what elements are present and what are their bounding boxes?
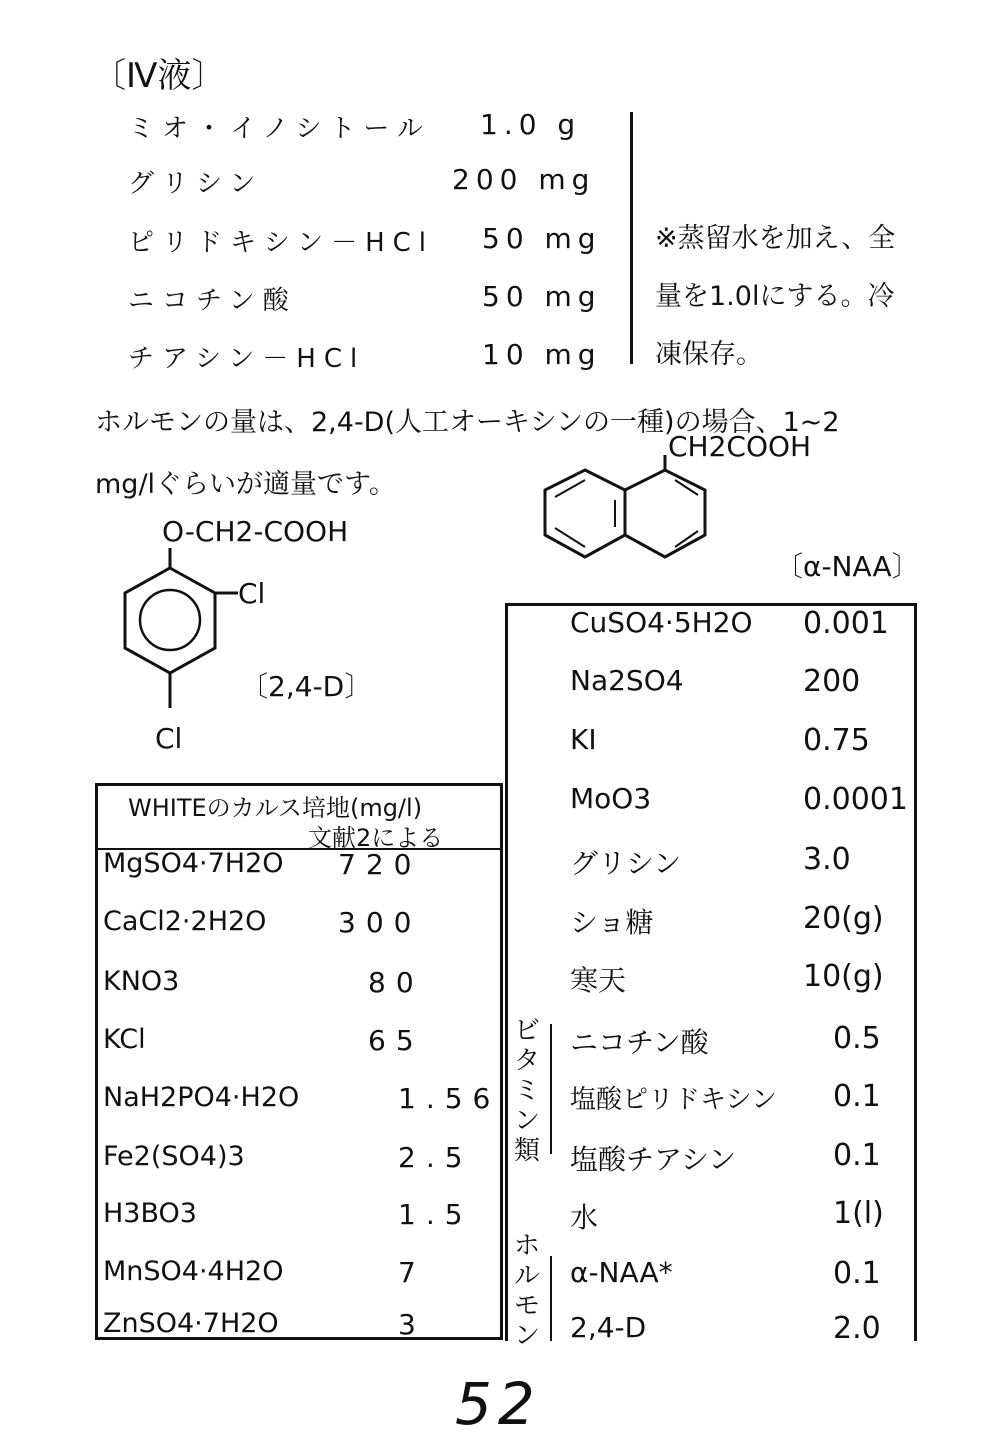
table-row-name: CaCl2·2H2O [103, 906, 267, 937]
ingredient-amount: 50 mg [482, 280, 602, 313]
ingredient-name: ピリドキシン－HCl [128, 228, 435, 258]
table-row-name: H3BO3 [103, 1198, 197, 1229]
table-row-name: 塩酸チアシン [570, 1143, 737, 1176]
table-row-value: 1.56 [398, 1082, 501, 1115]
table-row-value: 200 [803, 664, 861, 699]
table-row-value: 0.75 [803, 723, 870, 758]
table-row-name: 2,4-D [570, 1311, 647, 1344]
table-row-value: 0.1 [833, 1138, 881, 1173]
preparation-note-line: 凍保存。 [655, 339, 763, 370]
table-row-name: CuSO4·5H2O [570, 606, 753, 639]
ingredient-amount: 10 mg [482, 338, 602, 371]
table-row-name: ショ糖 [570, 906, 654, 939]
table-row-name: KCl [103, 1024, 146, 1055]
ingredient-name: グリシン [128, 169, 264, 199]
ingredient-name: ミオ・イノシトール [128, 114, 431, 144]
naa-structure [530, 455, 730, 585]
d24-cl-para: Cl [155, 722, 183, 755]
table-row-name: ZnSO4·7H2O [103, 1308, 279, 1339]
table-row-name: NaH2PO4·H2O [103, 1082, 300, 1113]
table-row-name: MoO3 [570, 782, 652, 815]
table-row-name: 水 [570, 1201, 599, 1234]
table-row-name: MnSO4·4H2O [103, 1256, 284, 1287]
d24-structure [110, 548, 250, 718]
table-row-value: 0.0001 [803, 782, 908, 817]
table-row-value: 1(l) [833, 1196, 884, 1231]
table-row-value: 300 [338, 906, 422, 939]
table-row-value: 3 [398, 1308, 426, 1341]
table-row-value: 3.0 [803, 842, 851, 877]
ingredient-amount: 200 mg [452, 163, 596, 196]
ingredient-name: ニコチン酸 [128, 286, 297, 316]
hormone-group-label: ホルモン [513, 1231, 540, 1351]
table-row-value: 7 [398, 1256, 426, 1289]
ingredient-name: チアシン－HCl [128, 344, 366, 374]
table-row-value: 20(g) [803, 901, 884, 936]
continued-medium-table [505, 603, 917, 1351]
table-row-name: α-NAA* [570, 1256, 673, 1289]
table-row-name: ニコチン酸 [570, 1026, 709, 1059]
naa-substituent: CH2COOH [668, 430, 812, 463]
table-row-value: 65 [368, 1024, 424, 1057]
table-row-value: 10(g) [803, 959, 884, 994]
table-row-name: KNO3 [103, 966, 180, 997]
table-row-value: 0.1 [833, 1256, 881, 1291]
hormone-paragraph-line: ホルモンの量は、2,4-D(人工オーキシンの一種)の場合、1~2 [95, 407, 840, 438]
page-number: 52 [455, 1370, 541, 1438]
table-row-name: MgSO4·7H2O [103, 848, 284, 879]
ingredient-amount: 50 mg [482, 222, 602, 255]
table-row-value: 1.5 [398, 1198, 473, 1231]
hormone-brace [550, 1256, 552, 1341]
table-row-value: 80 [368, 966, 424, 999]
preparation-note-line: ※蒸留水を加え、全 [655, 223, 896, 254]
table-row-name: 寒天 [570, 964, 627, 997]
section-title: 〔Ⅳ液〕 [92, 56, 226, 96]
vitamin-brace [550, 1024, 552, 1154]
d24-cl-ortho: Cl [238, 577, 266, 610]
table-row-value: 2.0 [833, 1311, 881, 1346]
d24-substituent: O-CH2-COOH [162, 515, 349, 548]
hormone-paragraph-line: mg/lぐらいが適量です。 [95, 469, 396, 500]
ingredient-amount: 1.0 g [480, 108, 582, 141]
table-row-value: 0.5 [833, 1021, 881, 1056]
d24-label: 〔2,4-D〕 [240, 670, 373, 703]
table-row-name: 塩酸ピリドキシン [570, 1085, 778, 1115]
table-row-name: グリシン [570, 847, 682, 880]
table-row-value: 720 [338, 848, 422, 881]
naa-label: 〔α-NAA〕 [775, 550, 920, 583]
table-row-value: 0.1 [833, 1079, 881, 1114]
table-row-name: KI [570, 723, 597, 756]
table-row-name: Fe2(SO4)3 [103, 1141, 245, 1172]
table-row-value: 0.001 [803, 606, 889, 641]
table-source: 文献2による [308, 824, 444, 852]
table-header: WHITEのカルス培地(mg/l) [128, 794, 423, 822]
table-row-name: Na2SO4 [570, 664, 684, 697]
preparation-note-line: 量を1.0lにする。冷 [655, 281, 895, 312]
table-row-value: 2.5 [398, 1141, 473, 1174]
ingredient-brace [630, 112, 633, 364]
white-medium-table [95, 783, 503, 1340]
vitamin-group-label: ビタミン類 [513, 1016, 540, 1166]
